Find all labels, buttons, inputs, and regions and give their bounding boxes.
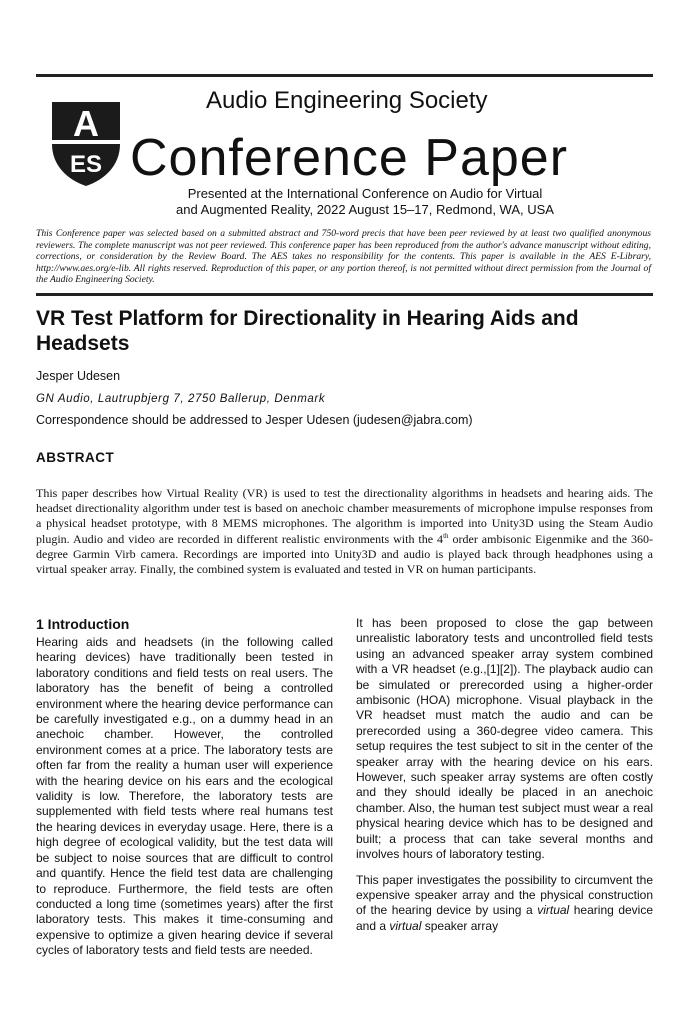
intro-paragraph-1: Hearing aids and headsets (in the following called hearing devices) have traditionally been tested in laboratory conditions and field tests on real users. The laboratory has the benefit of being a controlled environment where the hearing device performance can be carefully investigated e.g., on a dummy head in an anechoic chamber. However, the controlled environment comes at a price. The laboratory tests are often far from the reality a human user will experience with the hearing device on his ears and the ecological validity is low. Therefore, the laboratory tests are supplemented with field tests where real humans test the hearing devices in everyday usage. Here, there is a high degree of ecological validity, but the test data will be subject to noise sources that are difficult to control and quantify. Hence the field test data are challenging to reproduce. Furthermore, the field tests are often conducted a long time (sometimes years) after the first laboratory tests. This makes it time-consuming and expensive to optimize a given hearing device if several cycles of laboratory tests and field tests are needed. <box>36 635 333 958</box>
author-name: Jesper Udesen <box>36 369 121 383</box>
presented-line-2: and Augmented Reality, 2022 August 15–17, Redmond, WA, USA <box>176 202 554 217</box>
intro-paragraph-2: It has been proposed to close the gap between unrealistic laboratory tests and uncontrolled field tests using an advanced speaker array system combined with a VR headset (e.g.,[1][2]). The playback audio can be simulated or prerecorded using a higher-order ambisonic (HOA) microphone. Visual playback in the VR headset must match the audio and can be prerecorded using a 360-degree video camera. This setup requires the test subject to sit in the center of the speaker array with the hearing device on his ears. However, such speaker array systems are often costly and they should ideally be placed in an anechoic chamber. Also, the human test subject must wear a real physical hearing device which has to be designed and built; a process that can take several months and involves hours of laboratory testing. <box>356 616 653 862</box>
abstract-body <box>36 486 653 577</box>
right-column <box>356 616 653 934</box>
review-notice: This Conference paper was selected based on a submitted abstract and 750-word precis that have been peer reviewed by at least two qualified anonymous reviewers. The complete manuscript was not peer reviewed. This conference paper has been reproduced from the author's advance manuscript without editing, corrections, or consideration by the Review Board. The AES takes no responsibility for the contents. This paper is available in the AES E-Library, http://www.aes.org/e-lib. All rights reserved. Reproduction of this paper, or any portion thereof, is not permitted without direct permission from the Journal of the Audio Engineering Society. <box>36 228 651 286</box>
logo-letters-es: ES <box>69 151 103 178</box>
para3-virtual-2: virtual <box>389 918 422 933</box>
para3-text-b: hearing device and a <box>356 903 654 933</box>
top-rule <box>36 74 653 77</box>
introduction-heading: 1 Introduction <box>36 616 130 632</box>
presented-at <box>120 186 610 218</box>
correspondence: Correspondence should be addressed to Jesper Udesen (judesen@jabra.com) <box>36 413 473 427</box>
paper-title: VR Test Platform for Directionality in Hearing Aids and Headsets <box>36 307 579 355</box>
abstract-text-1: This paper describes how Virtual Reality (VR) is used to test the directionality algorithms in headsets and hearing aids. The headset directionality algorithm under test is based on anechoic chamber measurements of microphone impulse responses from a physical headset prototype, with 8 MEMS microphones. The algorithm is imported into Unity3D using the Steam Audio plugin. Audio and video are recorded in different realistic environments with the 4 <box>36 486 653 546</box>
presented-line-1: Presented at the International Conference on Audio for Virtual <box>187 186 543 201</box>
para3-virtual-1: virtual <box>537 903 570 918</box>
header-rule <box>36 293 653 296</box>
para3-text-a: This paper investigates the possibility to circumvent the expensive speaker array and the physical construction of the hearing device by using a <box>356 872 653 918</box>
abstract-superscript: th <box>443 531 449 540</box>
logo-letter-a: A <box>73 103 99 144</box>
abstract-text-2: order ambisonic Eigenmike and the 360-degree Garmin Virb camera. Recordings are imported into Unity3D and audio is played back through headphones using a virtual speaker array. Finally, the combined system is evaluated and tested in VR on human participants. <box>36 531 653 577</box>
conference-paper-title: Conference Paper <box>130 129 569 187</box>
society-name: Audio Engineering Society <box>206 87 488 114</box>
intro-paragraph-3 <box>356 873 653 935</box>
author-affiliation: GN Audio, Lautrupbjerg 7, 2750 Ballerup, Denmark <box>36 393 326 405</box>
para3-text-c: speaker array <box>421 918 499 933</box>
abstract-heading: ABSTRACT <box>36 450 115 465</box>
left-column <box>36 635 333 959</box>
aes-logo <box>48 98 124 190</box>
